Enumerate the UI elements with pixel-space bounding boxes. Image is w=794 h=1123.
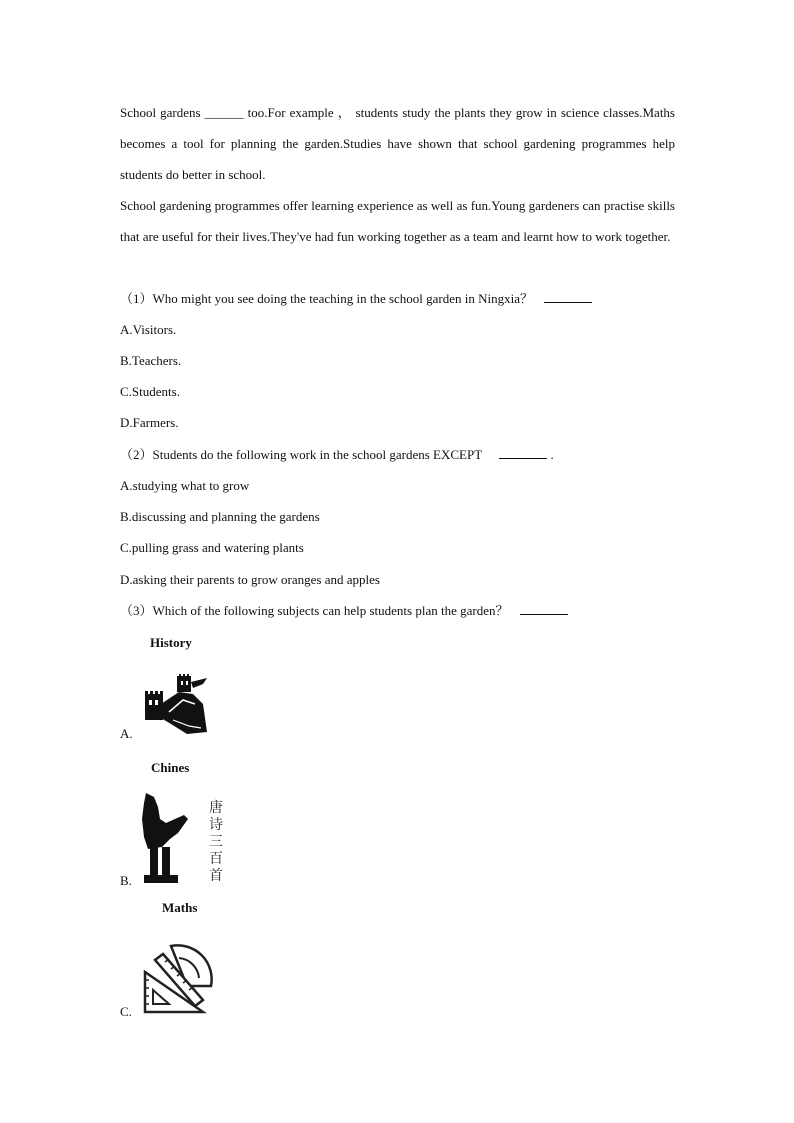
book-title-text: 唐诗三百首 (209, 800, 223, 884)
option-c-letter: C. (120, 1004, 132, 1019)
question-3-stem (120, 602, 568, 620)
question-1-option-a: A.Visitors. (120, 322, 177, 337)
question-3-stem-text: （3）Which of the following subjects can help students plan the garden？ (120, 603, 509, 618)
question-2-option-b: B.discussing and planning the gardens (120, 509, 320, 524)
question-1-option-b: B.Teachers. (120, 353, 182, 368)
answer-blank-1[interactable] (544, 290, 592, 303)
question-1-option-c: C.Students. (120, 384, 180, 399)
option-a-letter: A. (120, 726, 133, 741)
protractor-ruler-icon (141, 940, 215, 1016)
passage-paragraph-1: School gardens ______ too.For example ， students study the plants they grow in science classes.Maths becomes a tool for planning the garden.Studies have shown that school gardening programmes help students do better in school. (120, 105, 675, 182)
question-2-stem (120, 446, 554, 464)
passage-paragraph-2: School gardening programmes offer learning experience as well as fun.Young gardeners can practise skills that are useful for their lives.They've had fun working together as a team and learnt how to work together. (120, 198, 675, 244)
option-a-caption: History (150, 635, 192, 650)
ancient-poet-icon (140, 793, 192, 885)
question-2-stem-text: （2）Students do the following work in the school gardens EXCEPT (120, 447, 482, 462)
question-1-stem-text: （1）Who might you see doing the teaching in the school garden in Ningxia？ (120, 291, 534, 306)
answer-blank-3[interactable] (520, 602, 568, 615)
question-1-option-d: D.Farmers. (120, 415, 179, 430)
question-2-option-d: D.asking their parents to grow oranges and apples (120, 572, 380, 587)
option-b-caption: Chines (151, 760, 190, 775)
option-b-letter: B. (120, 873, 132, 888)
answer-blank-2[interactable] (499, 446, 547, 459)
great-wall-icon (143, 674, 209, 736)
question-1-stem (120, 290, 592, 308)
question-2-stem-end: . (550, 447, 554, 462)
option-c-caption: Maths (162, 900, 198, 915)
question-2-option-c: C.pulling grass and watering plants (120, 540, 304, 555)
question-2-option-a: A.studying what to grow (120, 478, 250, 493)
